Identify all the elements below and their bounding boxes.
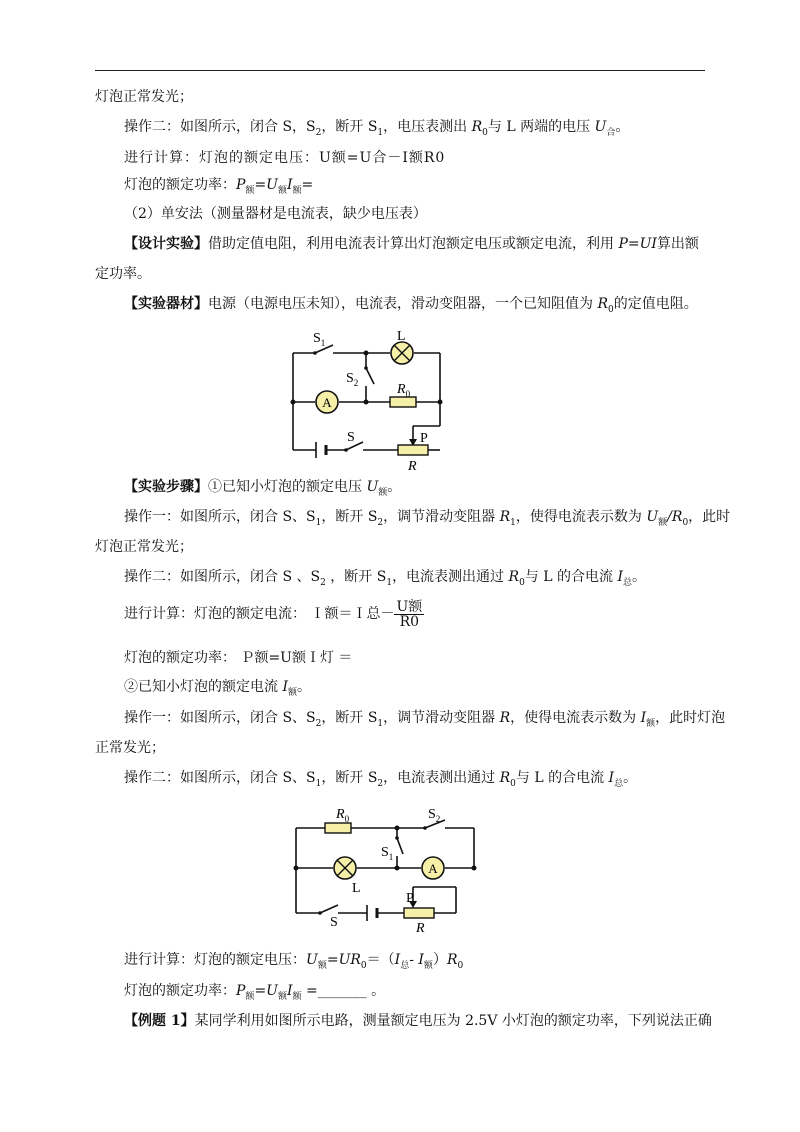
rheostat-label: R xyxy=(408,459,417,474)
text-line: 操作二：如图所示，闭合 S，$S_2$，断开 $S_1$，电压表测出 $R_0$与 L 两端的电压 $U_合$。 xyxy=(124,119,630,138)
text-line: 灯泡正常发光； xyxy=(95,89,193,105)
switch-s-label: S xyxy=(347,430,355,445)
formula-line: 灯泡的额定功率： Ｐ额=U额Ｉ灯 ＝ xyxy=(124,650,353,666)
r0-label: $R_0$ xyxy=(336,807,350,824)
text-line: 操作二：如图所示，闭合 S、$S_1$，断开 $S_2$，电流表测出通过 $R_0$与 L 的合电流 $I_总$。 xyxy=(124,770,638,789)
fraction: $\frac{\text{U额}}{R0}$ xyxy=(396,598,423,630)
text-line: 【实验器材】电源（电源电压未知），电流表，滑动变阻器，一个已知阻值为 $R_0$的定值电阻。 xyxy=(124,296,698,315)
lamp-label: L xyxy=(352,881,361,896)
text-line: 灯泡正常发光； xyxy=(95,539,193,555)
text-line: 进行计算：灯泡的额定电压：U额=U合－I额R0 xyxy=(124,150,446,166)
resistor-r0 xyxy=(325,823,351,833)
text-line: 正常发光； xyxy=(95,740,165,756)
lamp-label: L xyxy=(397,329,406,344)
rheostat-label: R xyxy=(416,921,425,936)
switch-s1-label: $S_1$ xyxy=(313,331,326,348)
switch-s-label: S xyxy=(330,915,338,930)
text-line: 【实验步骤】①已知小灯泡的额定电压 $U_额$。 xyxy=(124,479,402,498)
text-line: 进行计算：灯泡的额定电压：$U_额=UR_0=(I_总-$ $I_额)R_0$ xyxy=(124,952,464,971)
text-line: 灯泡的额定功率：$P_额=U_额I_额=$ xyxy=(124,177,314,196)
text-line: 灯泡的额定功率：$P_额=U_额I_额$ =_______ 。 xyxy=(124,983,386,1002)
lamp-symbol xyxy=(334,857,356,879)
rheostat xyxy=(404,908,434,918)
slider-p-label: P xyxy=(420,431,428,446)
ammeter-label: A xyxy=(428,861,438,876)
switch-s2-label: $S_2$ xyxy=(346,371,359,388)
example-heading: 【例题 1】某同学利用如图所示电路，测量额定电压为 2.5V 小灯泡的额定功率，下列说法正确 xyxy=(124,1013,712,1029)
ammeter-label: A xyxy=(322,395,332,410)
switch-s2-label: $S_2$ xyxy=(428,807,441,824)
text-line: 操作一：如图所示，闭合 S、$S_2$，断开 $S_1$，调节滑动变阻器 R，使得电流表示数为 $I_额$，此时灯泡 xyxy=(124,710,726,729)
text-line: ②已知小灯泡的额定电流 $I_额$。 xyxy=(124,679,311,698)
text-line: 【设计实验】借助定值电阻，利用电流表计算出灯泡额定电压或额定电流，利用 P=UI算出额 xyxy=(124,236,699,252)
slider-p-label: P xyxy=(406,891,414,906)
r0-label: $R_0$ xyxy=(397,382,411,399)
text-line: 操作二：如图所示，闭合 S 、$S_2$ ，断开 $S_1$，电流表测出通过 $R_0$与 L 的合电流 $I_总$。 xyxy=(124,569,646,588)
switch-s1-label: $S_1$ xyxy=(381,845,394,862)
text-line: 定功率。 xyxy=(95,266,151,282)
text-line: 操作一：如图所示，闭合 S、$S_1$，断开 $S_2$，调节滑动变阻器 $R_1$，使得电流表示数为 $U_额/R_0$，此时 xyxy=(124,509,731,528)
formula-line: 进行计算：灯泡的额定电流： Ｉ额＝Ｉ总－ $\frac{\text{U额}}{R0}$ xyxy=(124,598,423,630)
section-heading: （2）单安法（测量器材是电流表，缺少电压表） xyxy=(124,206,427,222)
